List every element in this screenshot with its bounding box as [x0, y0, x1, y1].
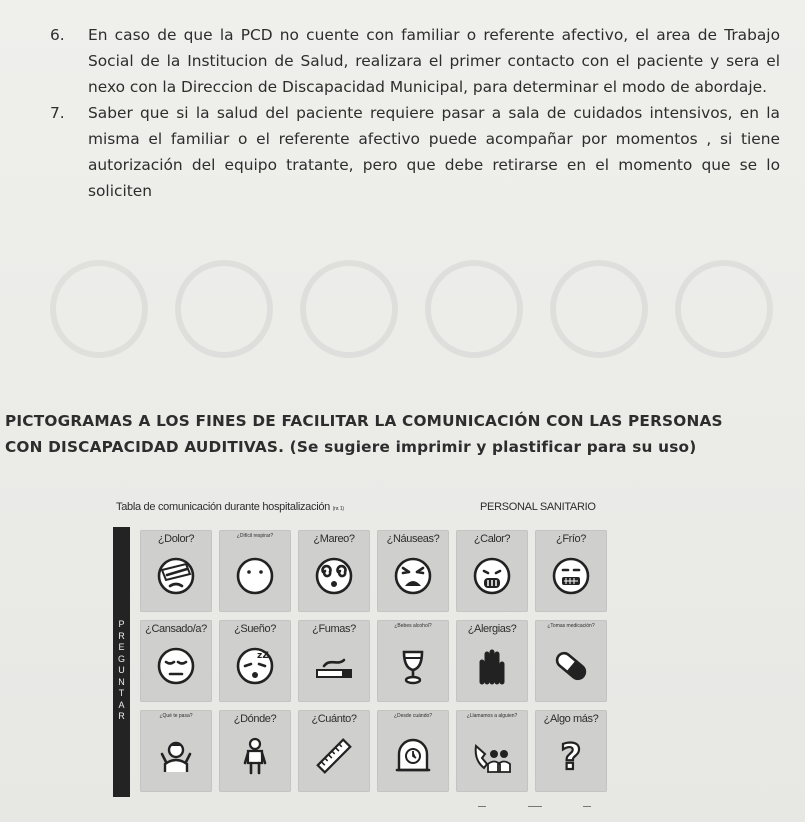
pictogram-label: ¿Fumas? — [312, 623, 356, 635]
pictogram-cell — [535, 530, 607, 612]
pictogram-label: ¿Algo más? — [543, 713, 599, 725]
svg-text:zZ: zZ — [257, 651, 269, 661]
pictogram-label: ¿Difícil respirar? — [236, 533, 274, 539]
table-title — [116, 501, 344, 513]
clock-icon — [393, 736, 433, 776]
hand-icon — [472, 646, 512, 686]
ask-sidebar-letter: G — [117, 653, 125, 664]
body-icon — [235, 736, 275, 776]
question-mark-icon — [551, 736, 591, 776]
ask-sidebar-letter: R — [118, 711, 125, 721]
pictogram-label: ¿Alergias? — [467, 623, 517, 635]
pictogram-label: ¿Mareo? — [313, 533, 355, 545]
pictogram-label: ¿Cansado/a? — [145, 623, 207, 635]
pictogram-cell — [140, 530, 212, 612]
pictogram-label: ¿Dónde? — [233, 713, 277, 725]
pictogram-cell — [377, 710, 449, 792]
pictogram-cell — [377, 530, 449, 612]
phone-people-icon — [472, 736, 512, 776]
ask-sidebar-letter: R — [118, 630, 125, 641]
cigarette-icon — [314, 646, 354, 686]
person-question-icon — [156, 736, 196, 776]
pictogram-cell — [298, 710, 370, 792]
cold-face-icon — [551, 556, 591, 596]
list-text: Saber que si la salud del paciente requiere pasar a sala de cuidados intensivos, en la misma el familiar o el referente afectivo puede acompañar por momentos , si tiene autorización del equipo tratante, pero que debe retirarse en el momento que se lo soliciten — [88, 104, 780, 200]
pictogram-cell — [456, 530, 528, 612]
pictogram-label: ¿Llamamos a alguien? — [466, 713, 518, 719]
staff-label: PERSONAL SANITARIO — [480, 501, 596, 513]
pictogram-label: ¿Calor? — [473, 533, 511, 545]
ask-sidebar-letter: E — [118, 642, 125, 652]
heading-caps: CON DISCAPACIDAD AUDITIVAS. — [5, 438, 285, 456]
communication-table — [113, 497, 618, 812]
pictogram-label: ¿Cuánto? — [311, 713, 357, 725]
ask-sidebar-letter: P — [118, 619, 125, 629]
breathing-face-icon — [235, 556, 275, 596]
pain-face-icon — [156, 556, 196, 596]
dizzy-face-icon — [314, 556, 354, 596]
sleepy-face-icon — [235, 646, 275, 686]
ask-sidebar-letter: T — [118, 688, 125, 698]
pictogram-cell — [219, 710, 291, 792]
pictogram-cell — [535, 710, 607, 792]
list-number: 7. — [50, 104, 65, 122]
pictogram-cell — [535, 620, 607, 702]
tired-face-icon — [156, 646, 196, 686]
list-text: En caso de que la PCD no cuente con familiar o referente afectivo, el area de Trabajo Social de la Institucion de Salud, realizara el primer contacto con el paciente y sera el nexo con la Direccion de Discapacidad Municipal, para determinar el modo de abordaje. — [88, 26, 780, 96]
table-title-text: Tabla de comunicación durante hospitalización — [116, 501, 330, 513]
table-title-note: (nr. 1) — [332, 506, 344, 512]
pictogram-cell — [377, 620, 449, 702]
section-heading — [5, 408, 795, 460]
heading-note: (Se sugiere imprimir y plastificar para su uso) — [284, 438, 697, 456]
pill-icon — [551, 646, 591, 686]
ruler-icon — [314, 736, 354, 776]
ask-sidebar-letter: N — [118, 676, 125, 687]
list-number: 6. — [50, 26, 65, 44]
pictogram-label: ¿Bebes alcohol? — [394, 623, 432, 629]
pictogram-label: ¿Sueño? — [234, 623, 276, 635]
list-item — [50, 22, 780, 100]
pictogram-label: ¿Qué te pasa? — [159, 713, 193, 719]
ask-sidebar-label — [115, 619, 128, 723]
pictogram-label: ¿Tomas medicación? — [547, 623, 595, 629]
hot-face-icon — [472, 556, 512, 596]
pictogram-cell — [456, 710, 528, 792]
pictogram-cell — [456, 620, 528, 702]
list-item — [50, 100, 780, 204]
numbered-list — [50, 22, 780, 204]
pictogram-label: ¿Frío? — [556, 533, 586, 545]
pictogram-cell — [219, 530, 291, 612]
pictogram-cell — [298, 530, 370, 612]
pictogram-cell — [140, 710, 212, 792]
svg-text:?: ? — [560, 737, 582, 776]
ask-sidebar-letter: A — [118, 699, 125, 710]
heading-line-1: PICTOGRAMAS A LOS FINES DE FACILITAR LA COMUNICACIÓN CON LAS PERSONAS — [5, 412, 723, 430]
nausea-face-icon — [393, 556, 433, 596]
ask-sidebar-letter: U — [118, 665, 125, 675]
heading-line-2 — [5, 434, 795, 460]
pictogram-cell — [219, 620, 291, 702]
pictogram-label: ¿Dolor? — [157, 533, 195, 545]
pictogram-cell — [140, 620, 212, 702]
bleed-through-shadow — [0, 240, 805, 390]
pictogram-cell — [298, 620, 370, 702]
wine-glass-icon — [393, 646, 433, 686]
pictogram-label: ¿Náuseas? — [386, 533, 440, 545]
pictogram-label: ¿Desde cuándo? — [393, 713, 433, 719]
ask-sidebar — [113, 527, 130, 797]
